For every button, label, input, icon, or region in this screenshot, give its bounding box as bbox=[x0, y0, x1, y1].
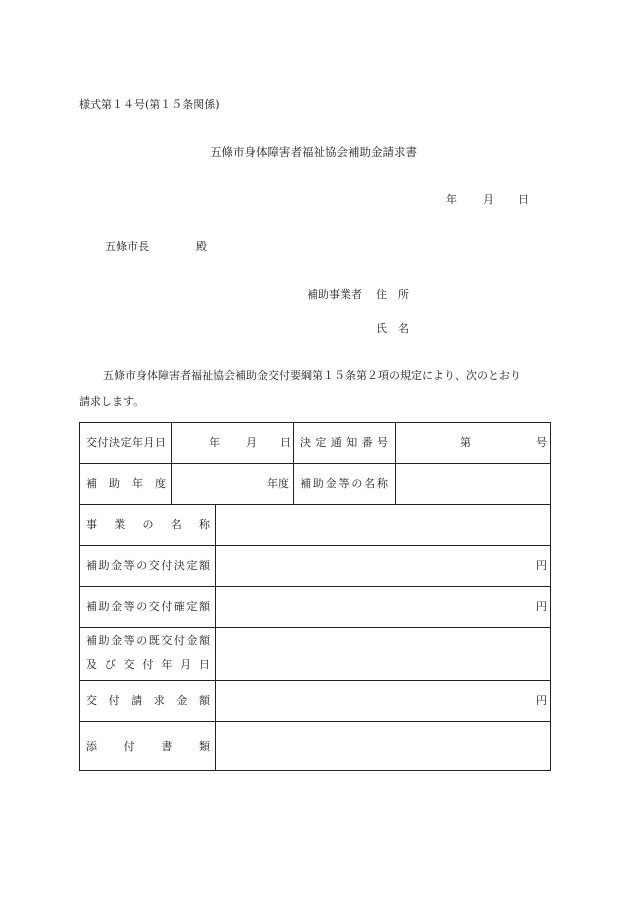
applicant-label: 補助事業者 bbox=[307, 288, 362, 301]
document-title: 五條市身体障害者福祉協会補助金請求書 bbox=[210, 145, 417, 159]
label-grant-decision-date: 交付決定年月日 bbox=[86, 436, 166, 449]
label-already-paid-line2: 及び交付年月日 bbox=[86, 658, 210, 671]
label-decision-notice-number: 決定通知番号 bbox=[300, 436, 388, 449]
row1-year: 年 bbox=[209, 436, 220, 449]
label-already-paid-line1: 補助金等の既交付金額 bbox=[86, 634, 210, 647]
body-text-line1: 五條市身体障害者福祉協会補助金交付要綱第１５条第２項の規定により、次のとおり bbox=[103, 369, 521, 382]
row5-yen: 円 bbox=[536, 600, 547, 613]
row2-nendo: 年度 bbox=[267, 477, 289, 490]
date-month: 月 bbox=[483, 193, 494, 206]
date-year: 年 bbox=[446, 193, 457, 206]
row1-dai: 第 bbox=[460, 436, 471, 449]
address-label: 住 所 bbox=[376, 288, 409, 301]
label-grant-name: 補助金等の名称 bbox=[300, 477, 388, 490]
row7-yen: 円 bbox=[536, 694, 547, 707]
form-number: 様式第１４号(第１５条関係) bbox=[79, 98, 220, 111]
name-label: 氏 名 bbox=[376, 322, 409, 335]
label-attached-documents: 添付書類 bbox=[86, 740, 210, 753]
body-text-line2: 請求します。 bbox=[79, 395, 145, 408]
request-table bbox=[79, 422, 551, 771]
label-request-amount: 交付請求金額 bbox=[86, 694, 210, 707]
row4-yen: 円 bbox=[536, 559, 547, 572]
label-project-name: 事業の名称 bbox=[86, 518, 210, 531]
row1-month: 月 bbox=[246, 436, 257, 449]
label-decided-amount: 補助金等の交付決定額 bbox=[86, 559, 210, 572]
label-grant-year: 補助年度 bbox=[86, 477, 166, 490]
label-confirmed-amount: 補助金等の交付確定額 bbox=[86, 600, 210, 613]
honorific: 殿 bbox=[196, 240, 207, 253]
row1-day: 日 bbox=[280, 436, 291, 449]
date-day: 日 bbox=[518, 193, 529, 206]
row1-go: 号 bbox=[536, 436, 547, 449]
addressee: 五條市長 bbox=[105, 240, 149, 253]
